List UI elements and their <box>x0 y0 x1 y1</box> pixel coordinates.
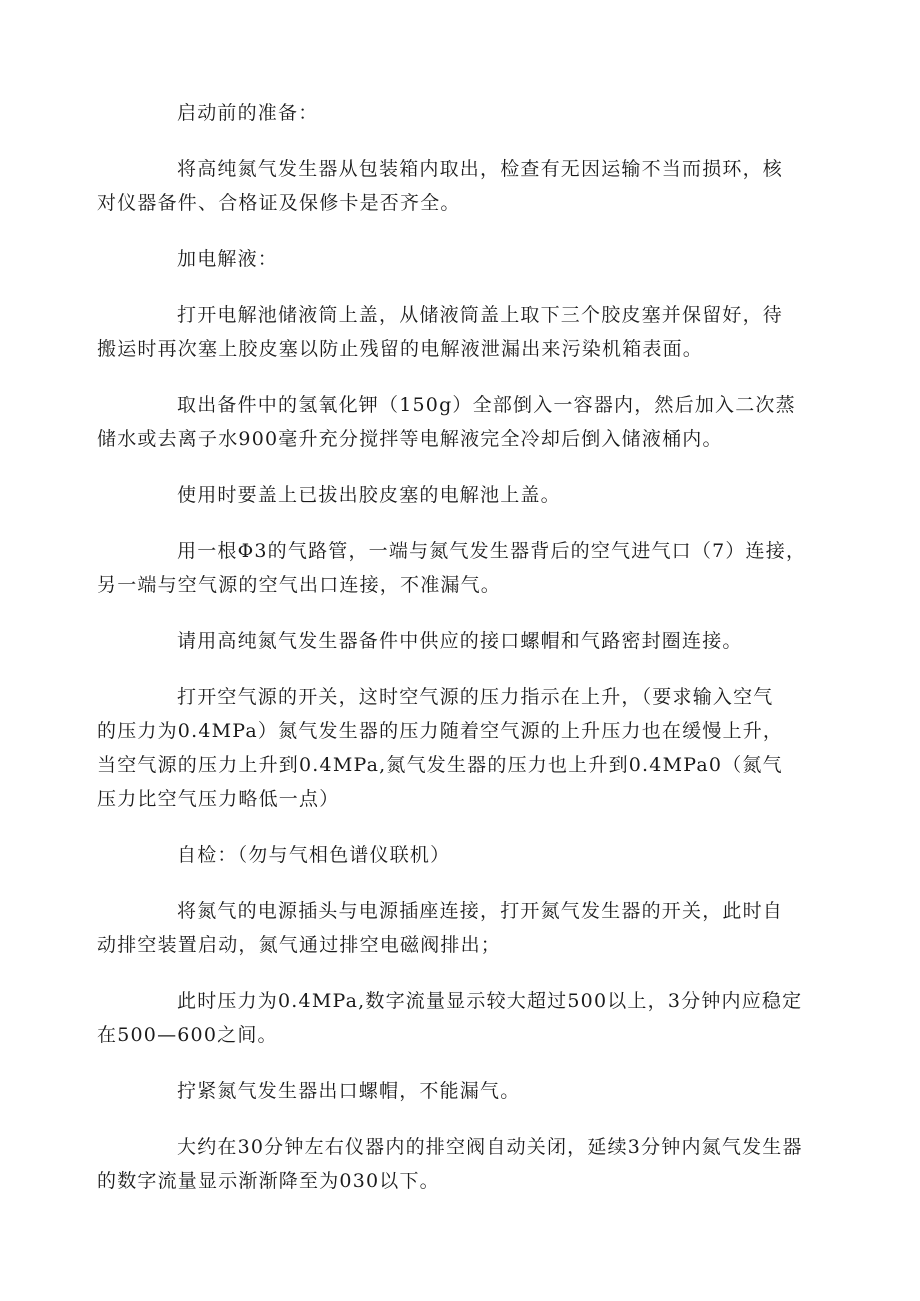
text-line: 将氮气的电源插头与电源插座连接，打开氮气发生器的开关，此时自 <box>177 900 784 922</box>
text-line: 自检：（勿与气相色谱仪联机） <box>177 844 451 866</box>
text-line: 打开电解池储液筒上盖，从储液筒盖上取下三个胶皮塞并保留好，待 <box>177 304 784 326</box>
document-body <box>97 96 807 1220</box>
paragraph <box>137 624 787 658</box>
text-line: 启动前的准备： <box>177 102 319 124</box>
text-line: 对仪器备件、合格证及保修卡是否齐全。 <box>97 192 461 214</box>
paragraph <box>137 96 787 130</box>
paragraph <box>137 242 787 276</box>
paragraph <box>137 478 787 512</box>
text-line: 在500—600之间。 <box>97 1024 278 1046</box>
text-line: 的数字流量显示渐渐降至为030以下。 <box>97 1170 440 1192</box>
text-line: 打开空气源的开关，这时空气源的压力指示在上升，（要求输入空气 <box>177 686 774 708</box>
text-line: 另一端与空气源的空气出口连接，不准漏气。 <box>97 574 502 596</box>
text-line: 动排空装置启动，氮气通过排空电磁阀排出； <box>97 934 502 956</box>
paragraph <box>137 838 787 872</box>
paragraph <box>97 298 787 366</box>
text-line: 拧紧氮气发生器出口螺帽，不能漏气。 <box>177 1080 521 1102</box>
text-line: 搬运时再次塞上胶皮塞以防止残留的电解液泄漏出来污染机箱表面。 <box>97 338 704 360</box>
text-line: 储水或去离子水900毫升充分搅拌等电解液完全冷却后倒入储液桶内。 <box>97 428 723 450</box>
paragraph <box>97 984 803 1052</box>
text-line: 请用高纯氮气发生器备件中供应的接口螺帽和气路密封圈连接。 <box>177 630 743 652</box>
paragraph <box>97 1130 803 1198</box>
text-line: 当空气源的压力上升到0.4MPa,氮气发生器的压力也上升到0.4MPa0（氮气 <box>97 754 783 776</box>
paragraph <box>97 152 787 220</box>
text-line: 取出备件中的氢氧化钾（150g）全部倒入一容器内，然后加入二次蒸 <box>177 394 796 416</box>
text-line: 压力比空气压力略低一点） <box>97 788 340 810</box>
paragraph <box>97 894 787 962</box>
text-line: 的压力为0.4MPa）氮气发生器的压力随着空气源的上升压力也在缓慢上升， <box>97 720 784 742</box>
paragraph <box>97 534 807 602</box>
paragraph <box>97 680 787 816</box>
text-line: 大约在30分钟左右仪器内的排空阀自动关闭，延续3分钟内氮气发生器 <box>177 1136 803 1158</box>
paragraph <box>137 1074 787 1108</box>
text-line: 用一根Φ3的气路管，一端与氮气发生器背后的空气进气口（7）连接， <box>177 540 807 562</box>
text-line: 将高纯氮气发生器从包装箱内取出，检查有无因运输不当而损环，核 <box>177 158 784 180</box>
text-line: 使用时要盖上已拔出胶皮塞的电解池上盖。 <box>177 484 561 506</box>
text-line: 加电解液： <box>177 248 279 270</box>
text-line: 此时压力为0.4MPa,数字流量显示较大超过500以上，3分钟内应稳定 <box>177 990 803 1012</box>
paragraph <box>97 388 796 456</box>
